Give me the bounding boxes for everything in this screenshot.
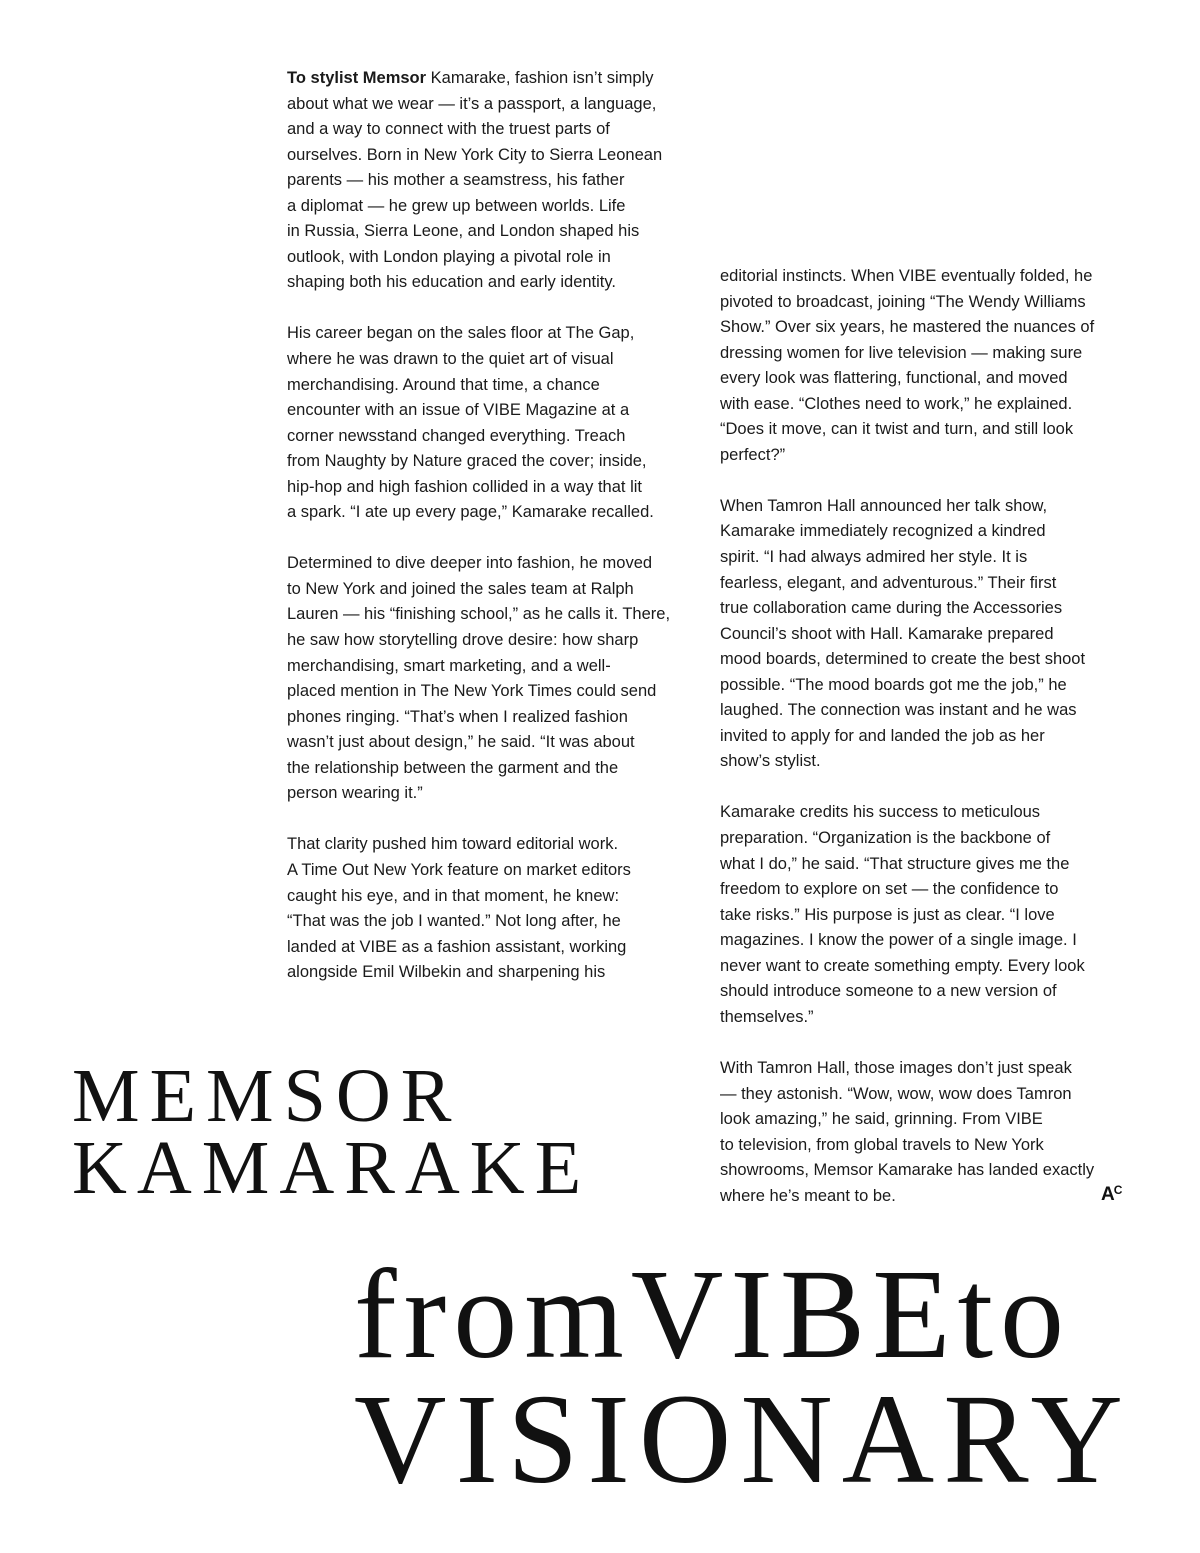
text-line: show’s stylist. xyxy=(720,752,821,771)
text-line: where he’s meant to be. xyxy=(720,1186,896,1205)
text-line: from Naughty by Nature graced the cover; inside, xyxy=(287,452,647,471)
article-right-column xyxy=(720,264,1150,1209)
text-line: with ease. “Clothes need to work,” he explained. xyxy=(720,394,1073,413)
text-line: phones ringing. “That’s when I realized fashion xyxy=(287,707,628,726)
text-line: fearless, elegant, and adventurous.” Their first xyxy=(720,573,1057,592)
text-line: outlook, with London playing a pivotal role in xyxy=(287,247,611,266)
text-line: take risks.” His purpose is just as clear. “I love xyxy=(720,905,1055,924)
text-line: to New York and joined the sales team at Ralph xyxy=(287,579,634,598)
paragraph-gap xyxy=(287,807,707,833)
text-line: what I do,” he said. “That structure gives me the xyxy=(720,854,1070,873)
text-line: Kamarake immediately recognized a kindred xyxy=(720,522,1046,541)
text-line: where he was drawn to the quiet art of visual xyxy=(287,350,614,369)
paragraph-gap xyxy=(720,1030,1150,1056)
text-line: That clarity pushed him toward editorial work. xyxy=(287,835,619,854)
text-line: — they astonish. “Wow, wow, wow does Tamron xyxy=(720,1084,1072,1103)
text-line: and a way to connect with the truest parts of xyxy=(287,120,610,139)
text-line: His career began on the sales floor at The Gap, xyxy=(287,324,635,343)
text-line: shaping both his education and early identity. xyxy=(287,273,617,292)
text-line: Determined to dive deeper into fashion, he moved xyxy=(287,554,653,573)
subject-first-name: MEMSOR xyxy=(72,1054,462,1138)
text-line: landed at VIBE as a fashion assistant, working xyxy=(287,937,627,956)
text-line: a diplomat — he grew up between worlds. Life xyxy=(287,196,626,215)
text-line: editorial instincts. When VIBE eventually folded, he xyxy=(720,267,1093,285)
text-line: When Tamron Hall announced her talk show, xyxy=(720,496,1048,515)
text-line: merchandising, smart marketing, and a well- xyxy=(287,656,611,675)
text-line: showrooms, Memsor Kamarake has landed exactly xyxy=(720,1161,1095,1180)
text-line: themselves.” xyxy=(720,1007,814,1026)
text-line: to television, from global travels to New York xyxy=(720,1135,1044,1154)
text-line: pivoted to broadcast, joining “The Wendy Williams xyxy=(720,292,1086,311)
end-mark-logo xyxy=(1101,1184,1122,1206)
article-left-column xyxy=(287,66,707,986)
text-line: magazines. I know the power of a single image. I xyxy=(720,931,1077,950)
text-line: mood boards, determined to create the best shoot xyxy=(720,650,1086,669)
text-line: Kamarake, fashion isn’t simply xyxy=(426,69,654,87)
text-line: look amazing,” he said, grinning. From VIBE xyxy=(720,1110,1043,1129)
subject-last-name: KAMARAKE xyxy=(72,1126,592,1210)
text-line: wasn’t just about design,” he said. “It was about xyxy=(287,733,635,752)
article-title-line-1: fromVIBEto xyxy=(354,1243,1071,1385)
text-line: corner newsstand changed everything. Treach xyxy=(287,426,626,445)
text-line: in Russia, Sierra Leone, and London shaped his xyxy=(287,222,640,241)
paragraph-gap xyxy=(720,468,1150,494)
text-line: should introduce someone to a new version of xyxy=(720,982,1057,1001)
text-line: encounter with an issue of VIBE Magazine at a xyxy=(287,401,630,420)
text-line: “That was the job I wanted.” Not long after, he xyxy=(287,912,621,931)
text-line: about what we wear — it’s a passport, a language, xyxy=(287,94,657,113)
text-line: caught his eye, and in that moment, he knew: xyxy=(287,886,620,905)
text-line: laughed. The connection was instant and he was xyxy=(720,701,1077,720)
subject-name-heading xyxy=(72,1054,592,1210)
text-line: he saw how storytelling drove desire: how sharp xyxy=(287,631,639,650)
paragraph-gap xyxy=(287,296,707,322)
text-line: a spark. “I ate up every page,” Kamarake recalled. xyxy=(287,503,654,522)
text-line: true collaboration came during the Accessories xyxy=(720,599,1063,618)
text-line: placed mention in The New York Times could send xyxy=(287,682,657,701)
text-line: dressing women for live television — making sure xyxy=(720,343,1083,362)
text-line: spirit. “I had always admired her style. It is xyxy=(720,548,1028,567)
end-mark-letter: A xyxy=(1101,1184,1115,1205)
text-line: the relationship between the garment and the xyxy=(287,758,619,777)
text-line: ourselves. Born in New York City to Sierra Leonean xyxy=(287,145,663,164)
text-line: With Tamron Hall, those images don’t just speak xyxy=(720,1058,1072,1077)
text-line: person wearing it.” xyxy=(287,784,423,803)
paragraph-gap xyxy=(287,526,707,552)
text-line: Lauren — his “finishing school,” as he calls it. There, xyxy=(287,605,671,624)
text-line: invited to apply for and landed the job as her xyxy=(720,726,1045,745)
first-paragraph-line xyxy=(287,66,707,92)
article-title-line-2: VISIONARY xyxy=(354,1368,1132,1510)
text-line: preparation. “Organization is the backbone of xyxy=(720,829,1051,848)
text-line: parents — his mother a seamstress, his father xyxy=(287,171,625,190)
text-line: freedom to explore on set — the confidence to xyxy=(720,880,1059,899)
article-title xyxy=(354,1243,1132,1510)
text-line: A Time Out New York feature on market editors xyxy=(287,860,631,879)
text-line: perfect?” xyxy=(720,445,786,464)
text-line: “Does it move, can it twist and turn, and still look xyxy=(720,420,1074,439)
end-mark-superscript: C xyxy=(1113,1183,1123,1197)
lead-in: To stylist Memsor xyxy=(287,69,427,87)
text-line: Council’s shoot with Hall. Kamarake prepared xyxy=(720,624,1054,643)
text-line: Show.” Over six years, he mastered the nuances of xyxy=(720,318,1095,337)
text-line: never want to create something empty. Every look xyxy=(720,956,1085,975)
text-line: possible. “The mood boards got me the job,” he xyxy=(720,675,1067,694)
paragraph-gap xyxy=(720,775,1150,801)
text-line: every look was flattering, functional, and moved xyxy=(720,369,1068,388)
text-line: alongside Emil Wilbekin and sharpening his xyxy=(287,963,606,982)
text-line: hip-hop and high fashion collided in a way that lit xyxy=(287,477,642,496)
text-line: merchandising. Around that time, a chance xyxy=(287,375,600,394)
text-line: Kamarake credits his success to meticulous xyxy=(720,803,1041,822)
